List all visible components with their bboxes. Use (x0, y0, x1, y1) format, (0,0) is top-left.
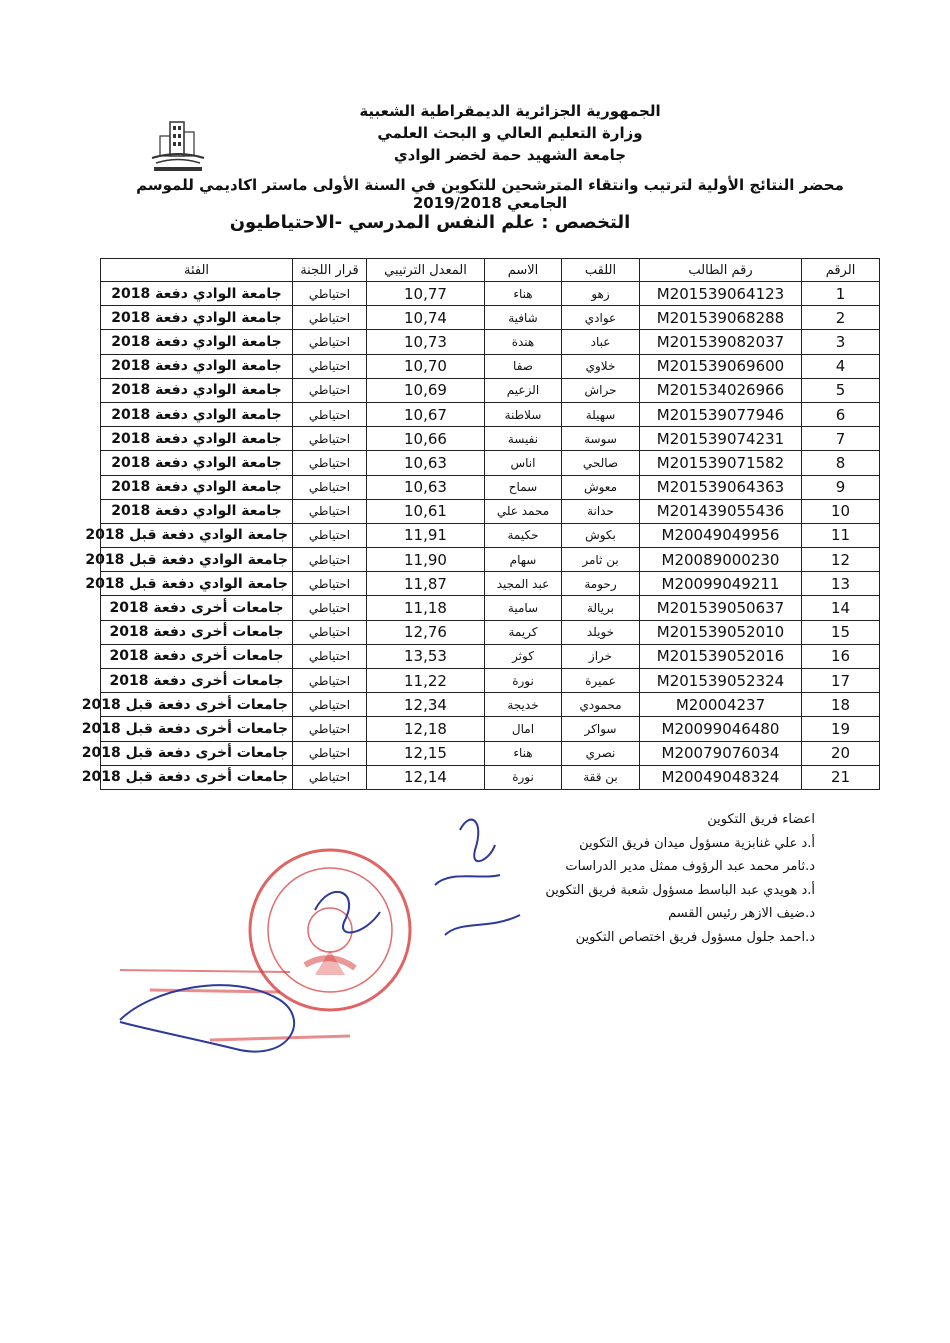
committee-section (430, 808, 815, 949)
cell-category: جامعة الوادي دفعة 2018 (101, 378, 293, 402)
cell-category: جامعة الوادي دفعة 2018 (101, 451, 293, 475)
university-name: جامعة الشهيد حمة لخضر الوادي (393, 146, 627, 164)
cell-avg: 10,77 (367, 282, 485, 306)
cell-id: M20089000230 (640, 548, 802, 572)
cell-last: خويلد (562, 620, 640, 644)
cell-num: 13 (802, 572, 880, 596)
cell-category: جامعات أخرى دفعة 2018 (101, 644, 293, 668)
cell-last: خلاوي (562, 354, 640, 378)
cell-first: حكيمة (485, 523, 562, 547)
institution-header (330, 100, 690, 166)
cell-last: حراش (562, 378, 640, 402)
cell-first: اناس (485, 451, 562, 475)
column-header: رقم الطالب (640, 259, 802, 282)
cell-id: M201539074231 (640, 427, 802, 451)
cell-last: سهيلة (562, 402, 640, 426)
cell-decision: احتياطي (293, 717, 367, 741)
table-body (81, 282, 880, 790)
cell-last: محمودي (562, 693, 640, 717)
cell-last: بكوش (562, 523, 640, 547)
cell-num: 19 (802, 717, 880, 741)
cell-first: صفا (485, 354, 562, 378)
cell-num: 20 (802, 741, 880, 765)
cell-decision: احتياطي (293, 378, 367, 402)
cell-num: 6 (802, 402, 880, 426)
committee-member: أ.د علي غنابزية مسؤول ميدان فريق التكوين (579, 835, 815, 851)
cell-id: M20049048324 (640, 765, 802, 789)
table-row (101, 282, 880, 306)
cell-first: شافية (485, 306, 562, 330)
cell-avg: 11,22 (367, 669, 485, 693)
cell-first: سامية (485, 596, 562, 620)
cell-avg: 10,73 (367, 330, 485, 354)
table-row (101, 596, 880, 620)
cell-id: M201539068288 (640, 306, 802, 330)
table-row (101, 475, 880, 499)
cell-num: 15 (802, 620, 880, 644)
cell-id: M20079076034 (640, 741, 802, 765)
cell-decision: احتياطي (293, 669, 367, 693)
table-row (101, 717, 880, 741)
cell-num: 3 (802, 330, 880, 354)
table-row (101, 378, 880, 402)
cell-id: M201539064123 (640, 282, 802, 306)
cell-num: 7 (802, 427, 880, 451)
table-row (101, 427, 880, 451)
cell-first: عبد المجيد (485, 572, 562, 596)
cell-decision: احتياطي (293, 427, 367, 451)
cell-last: سواكر (562, 717, 640, 741)
cell-avg: 10,63 (367, 451, 485, 475)
cell-decision: احتياطي (293, 306, 367, 330)
cell-category: جامعات أخرى دفعة قبل 2018 (101, 693, 293, 717)
cell-decision: احتياطي (293, 451, 367, 475)
cell-id: M20099046480 (640, 717, 802, 741)
column-header: قرار اللجنة (293, 259, 367, 282)
committee-member: د.ثامر محمد عبد الرؤوف ممثل مدير الدراسات (565, 859, 815, 874)
cell-category: جامعة الوادي دفعة 2018 (101, 354, 293, 378)
cell-avg: 10,70 (367, 354, 485, 378)
cell-last: رحومة (562, 572, 640, 596)
cell-num: 2 (802, 306, 880, 330)
cell-last: عميرة (562, 669, 640, 693)
cell-category: جامعة الوادي دفعة 2018 (101, 330, 293, 354)
cell-decision: احتياطي (293, 402, 367, 426)
cell-last: نصري (562, 741, 640, 765)
column-header: الرقم (802, 259, 880, 282)
cell-decision: احتياطي (293, 741, 367, 765)
cell-category: جامعات أخرى دفعة قبل 2018 (101, 717, 293, 741)
document-title: محضر النتائج الأولية لترتيب وانتقاء المترشحين للتكوين في السنة الأولى ماستر اكاديمي للموسم الجامعي 2019/2018 (136, 176, 844, 212)
table-row (101, 765, 880, 789)
table-row (101, 669, 880, 693)
cell-avg: 10,74 (367, 306, 485, 330)
cell-category: جامعة الوادي دفعة قبل 2018 (101, 523, 293, 547)
cell-id: M201539052016 (640, 644, 802, 668)
cell-category: جامعات أخرى دفعة 2018 (101, 620, 293, 644)
cell-first: الزعيم (485, 378, 562, 402)
cell-category: جامعة الوادي دفعة 2018 (101, 499, 293, 523)
cell-id: M201534026966 (640, 378, 802, 402)
column-header: اللقب (562, 259, 640, 282)
cell-category: جامعة الوادي دفعة قبل 2018 (101, 572, 293, 596)
table-row (101, 741, 880, 765)
cell-id: M201539050637 (640, 596, 802, 620)
committee-member: د.ضيف الازهر رئيس القسم (668, 906, 815, 921)
cell-decision: احتياطي (293, 523, 367, 547)
cell-category: جامعة الوادي دفعة 2018 (101, 475, 293, 499)
cell-last: عباد (562, 330, 640, 354)
cell-id: M201539052324 (640, 669, 802, 693)
cell-num: 5 (802, 378, 880, 402)
cell-id: M201539064363 (640, 475, 802, 499)
cell-num: 18 (802, 693, 880, 717)
cell-category: جامعات أخرى دفعة قبل 2018 (101, 741, 293, 765)
cell-decision: احتياطي (293, 693, 367, 717)
cell-num: 16 (802, 644, 880, 668)
cell-category: جامعة الوادي دفعة قبل 2018 (101, 548, 293, 572)
table-row (101, 330, 880, 354)
cell-avg: 11,18 (367, 596, 485, 620)
table-row (101, 499, 880, 523)
cell-id: M201539069600 (640, 354, 802, 378)
cell-last: حدانة (562, 499, 640, 523)
cell-avg: 12,18 (367, 717, 485, 741)
cell-num: 1 (802, 282, 880, 306)
cell-decision: احتياطي (293, 330, 367, 354)
cell-first: هناء (485, 282, 562, 306)
cell-avg: 11,91 (367, 523, 485, 547)
column-header: الفئة (101, 259, 293, 282)
cell-id: M20049049956 (640, 523, 802, 547)
cell-last: عوادي (562, 306, 640, 330)
cell-decision: احتياطي (293, 354, 367, 378)
cell-first: امال (485, 717, 562, 741)
table-row (101, 572, 880, 596)
committee-member: د.احمد جلول مسؤول فريق اختصاص التكوين (575, 929, 815, 945)
committee-members (430, 832, 815, 950)
cell-last: معوش (562, 475, 640, 499)
table-row (101, 548, 880, 572)
results-table (81, 258, 880, 790)
cell-id: M201539071582 (640, 451, 802, 475)
cell-avg: 12,14 (367, 765, 485, 789)
cell-id: M20099049211 (640, 572, 802, 596)
cell-first: سهام (485, 548, 562, 572)
table-row (101, 451, 880, 475)
committee-member: أ.د هويدي عبد الباسط مسؤول شعبة فريق التكوين (545, 882, 815, 898)
cell-first: سلاطنة (485, 402, 562, 426)
cell-last: بريالة (562, 596, 640, 620)
cell-id: M201539082037 (640, 330, 802, 354)
cell-avg: 10,67 (367, 402, 485, 426)
table-row (101, 523, 880, 547)
cell-avg: 12,76 (367, 620, 485, 644)
cell-num: 4 (802, 354, 880, 378)
table-row (101, 693, 880, 717)
cell-last: بن ثامر (562, 548, 640, 572)
cell-first: هناء (485, 741, 562, 765)
table-row (101, 354, 880, 378)
cell-first: خديجة (485, 693, 562, 717)
cell-num: 17 (802, 669, 880, 693)
cell-id: M201539052010 (640, 620, 802, 644)
cell-decision: احتياطي (293, 499, 367, 523)
cell-last: صالحي (562, 451, 640, 475)
cell-num: 9 (802, 475, 880, 499)
committee-heading: اعضاء فريق التكوين (707, 812, 815, 827)
cell-num: 11 (802, 523, 880, 547)
cell-num: 12 (802, 548, 880, 572)
university-logo-icon (148, 118, 208, 176)
cell-avg: 10,63 (367, 475, 485, 499)
column-header: المعدل الترتيبي (367, 259, 485, 282)
cell-num: 8 (802, 451, 880, 475)
cell-num: 10 (802, 499, 880, 523)
cell-decision: احتياطي (293, 644, 367, 668)
cell-category: جامعات أخرى دفعة 2018 (101, 669, 293, 693)
cell-decision: احتياطي (293, 572, 367, 596)
cell-first: كريمة (485, 620, 562, 644)
cell-avg: 10,69 (367, 378, 485, 402)
cell-first: كوثر (485, 644, 562, 668)
column-header: الاسم (485, 259, 562, 282)
cell-last: بن ققة (562, 765, 640, 789)
cell-id: M20004237 (640, 693, 802, 717)
cell-last: سوسة (562, 427, 640, 451)
cell-first: نورة (485, 669, 562, 693)
cell-category: جامعة الوادي دفعة 2018 (101, 306, 293, 330)
cell-avg: 11,90 (367, 548, 485, 572)
cell-num: 14 (802, 596, 880, 620)
cell-decision: احتياطي (293, 475, 367, 499)
table-row (101, 402, 880, 426)
cell-avg: 10,66 (367, 427, 485, 451)
republic-name: الجمهورية الجزائرية الديمقراطية الشعبية (359, 102, 661, 120)
table-row (101, 620, 880, 644)
cell-first: نفيسة (485, 427, 562, 451)
cell-id: M201539077946 (640, 402, 802, 426)
cell-last: خراز (562, 644, 640, 668)
cell-decision: احتياطي (293, 596, 367, 620)
specialty-heading: التخصص : علم النفس المدرسي -الاحتياطيون (229, 212, 631, 233)
cell-first: هندة (485, 330, 562, 354)
cell-avg: 10,61 (367, 499, 485, 523)
table-row (101, 644, 880, 668)
cell-decision: احتياطي (293, 765, 367, 789)
cell-id: M201439055436 (640, 499, 802, 523)
table-header-row (101, 259, 880, 282)
cell-first: محمد علي (485, 499, 562, 523)
cell-decision: احتياطي (293, 282, 367, 306)
cell-avg: 13,53 (367, 644, 485, 668)
cell-category: جامعة الوادي دفعة 2018 (101, 402, 293, 426)
round-stamp-icon (250, 850, 410, 1010)
cell-category: جامعة الوادي دفعة 2018 (101, 427, 293, 451)
table-row (101, 306, 880, 330)
cell-num: 21 (802, 765, 880, 789)
cell-avg: 12,34 (367, 693, 485, 717)
cell-first: نورة (485, 765, 562, 789)
cell-last: زهو (562, 282, 640, 306)
cell-avg: 12,15 (367, 741, 485, 765)
cell-category: جامعات أخرى دفعة قبل 2018 (101, 765, 293, 789)
cell-first: سماح (485, 475, 562, 499)
cell-category: جامعات أخرى دفعة 2018 (101, 596, 293, 620)
cell-category: جامعة الوادي دفعة 2018 (101, 282, 293, 306)
cell-avg: 11,87 (367, 572, 485, 596)
cell-decision: احتياطي (293, 620, 367, 644)
cell-decision: احتياطي (293, 548, 367, 572)
ministry-name: وزارة التعليم العالي و البحث العلمي (377, 124, 643, 142)
